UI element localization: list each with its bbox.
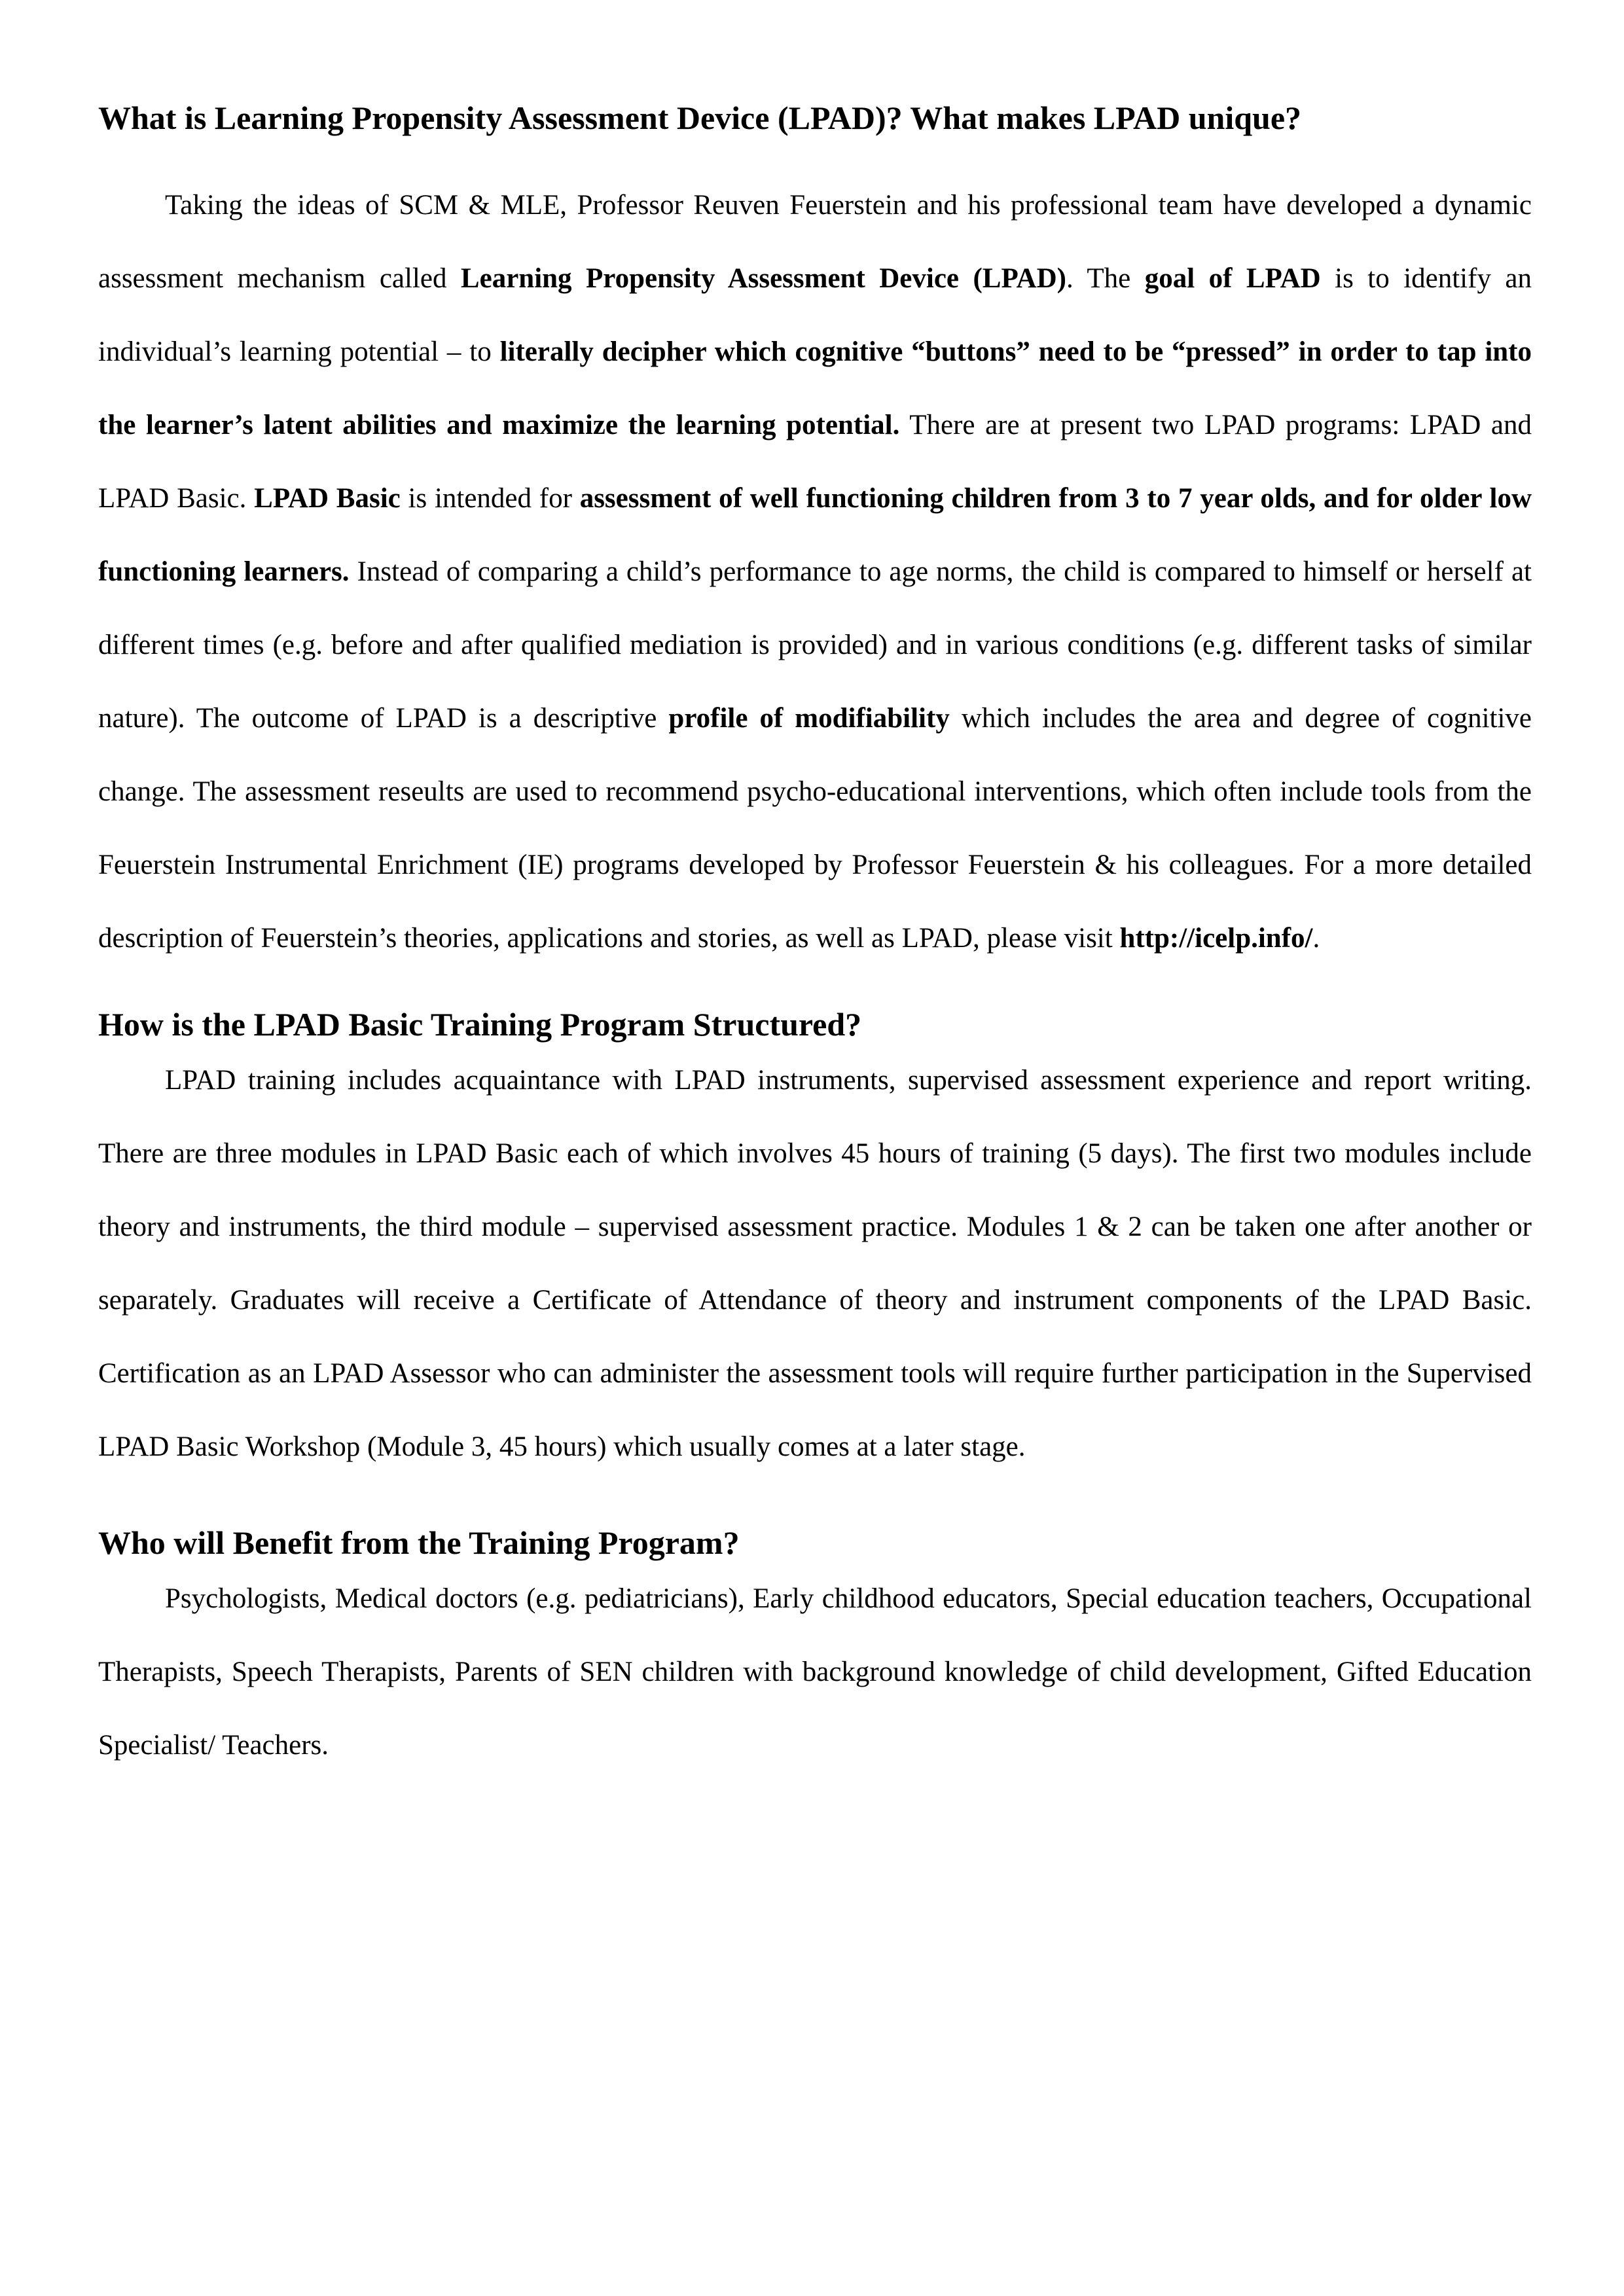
bold-run: literally decipher which cognitive “buttons” need to be “pressed” in order to tap into the learner’s latent abilities and maximize the learning potential.	[98, 336, 1532, 440]
section-heading-benefit: Who will Benefit from the Training Program?	[98, 1524, 740, 1561]
text-run: .	[1312, 923, 1320, 954]
text-run: is intended for	[400, 483, 580, 514]
bold-run: profile of modifiability	[668, 703, 950, 734]
website-link[interactable]: http://icelp.info/	[1119, 923, 1313, 954]
bold-run: assessment of well functioning children from 3 to 7 year olds, and for older low functioning learners.	[98, 483, 1532, 587]
bold-run: Learning Propensity Assessment Device (LPAD)	[460, 263, 1066, 294]
section-heading-structure: How is the LPAD Basic Training Program Structured?	[98, 1006, 862, 1043]
text-run: which includes the area and degree of cognitive change. The assessment reseults are used to recommend psycho-educational interventions, which often include tools from the Feuerstein Instrumental Enrichment (IE) programs developed by Professor Feuerstein & his colleagues. For a more detailed description of Feuerstein’s theories, applications and stories, as well as LPAD, please visit	[98, 703, 1532, 954]
paragraph-lpad-description	[98, 169, 1532, 975]
paragraph-beneficiaries: Psychologists, Medical doctors (e.g. pediatricians), Early childhood educators, Special education teachers, Occupational Therapists, Speech Therapists, Parents of SEN children with background knowledge of child development, Gifted Education Specialist/ Teachers.	[98, 1583, 1532, 1761]
text-run: Taking the ideas of SCM & MLE, Professor Reuven Feuerstein and his professional team have developed a dynamic assessment mechanism called	[98, 190, 1532, 294]
text-run: . The	[1066, 263, 1145, 294]
text-run: Instead of comparing a child’s performance to age norms, the child is compared to himself or herself at different times (e.g. before and after qualified mediation is provided) and in various conditions (e.g. different tasks of similar nature). The outcome of LPAD is a descriptive	[98, 556, 1532, 734]
text-run: is to identify an individual’s learning potential – to	[98, 263, 1532, 367]
section-heading-lpad: What is Learning Propensity Assessment Device (LPAD)? What makes LPAD unique?	[98, 99, 1302, 136]
document-page	[98, 98, 1532, 1782]
text-run: There are at present two LPAD programs: LPAD and LPAD Basic.	[98, 410, 1532, 514]
bold-run: LPAD Basic	[254, 483, 401, 514]
paragraph-training-structure: LPAD training includes acquaintance with LPAD instruments, supervised assessment experience and report writing. There are three modules in LPAD Basic each of which involves 45 hours of training (5 days). The first two modules include theory and instruments, the third module – supervised assessment practice. Modules 1 & 2 can be taken one after another or separately. Graduates will receive a Certificate of Attendance of theory and instrument components of the LPAD Basic. Certification as an LPAD Assessor who can administer the assessment tools will require further participation in the Supervised LPAD Basic Workshop (Module 3, 45 hours) which usually comes at a later stage.	[98, 1065, 1532, 1462]
bold-run: goal of LPAD	[1144, 263, 1321, 294]
